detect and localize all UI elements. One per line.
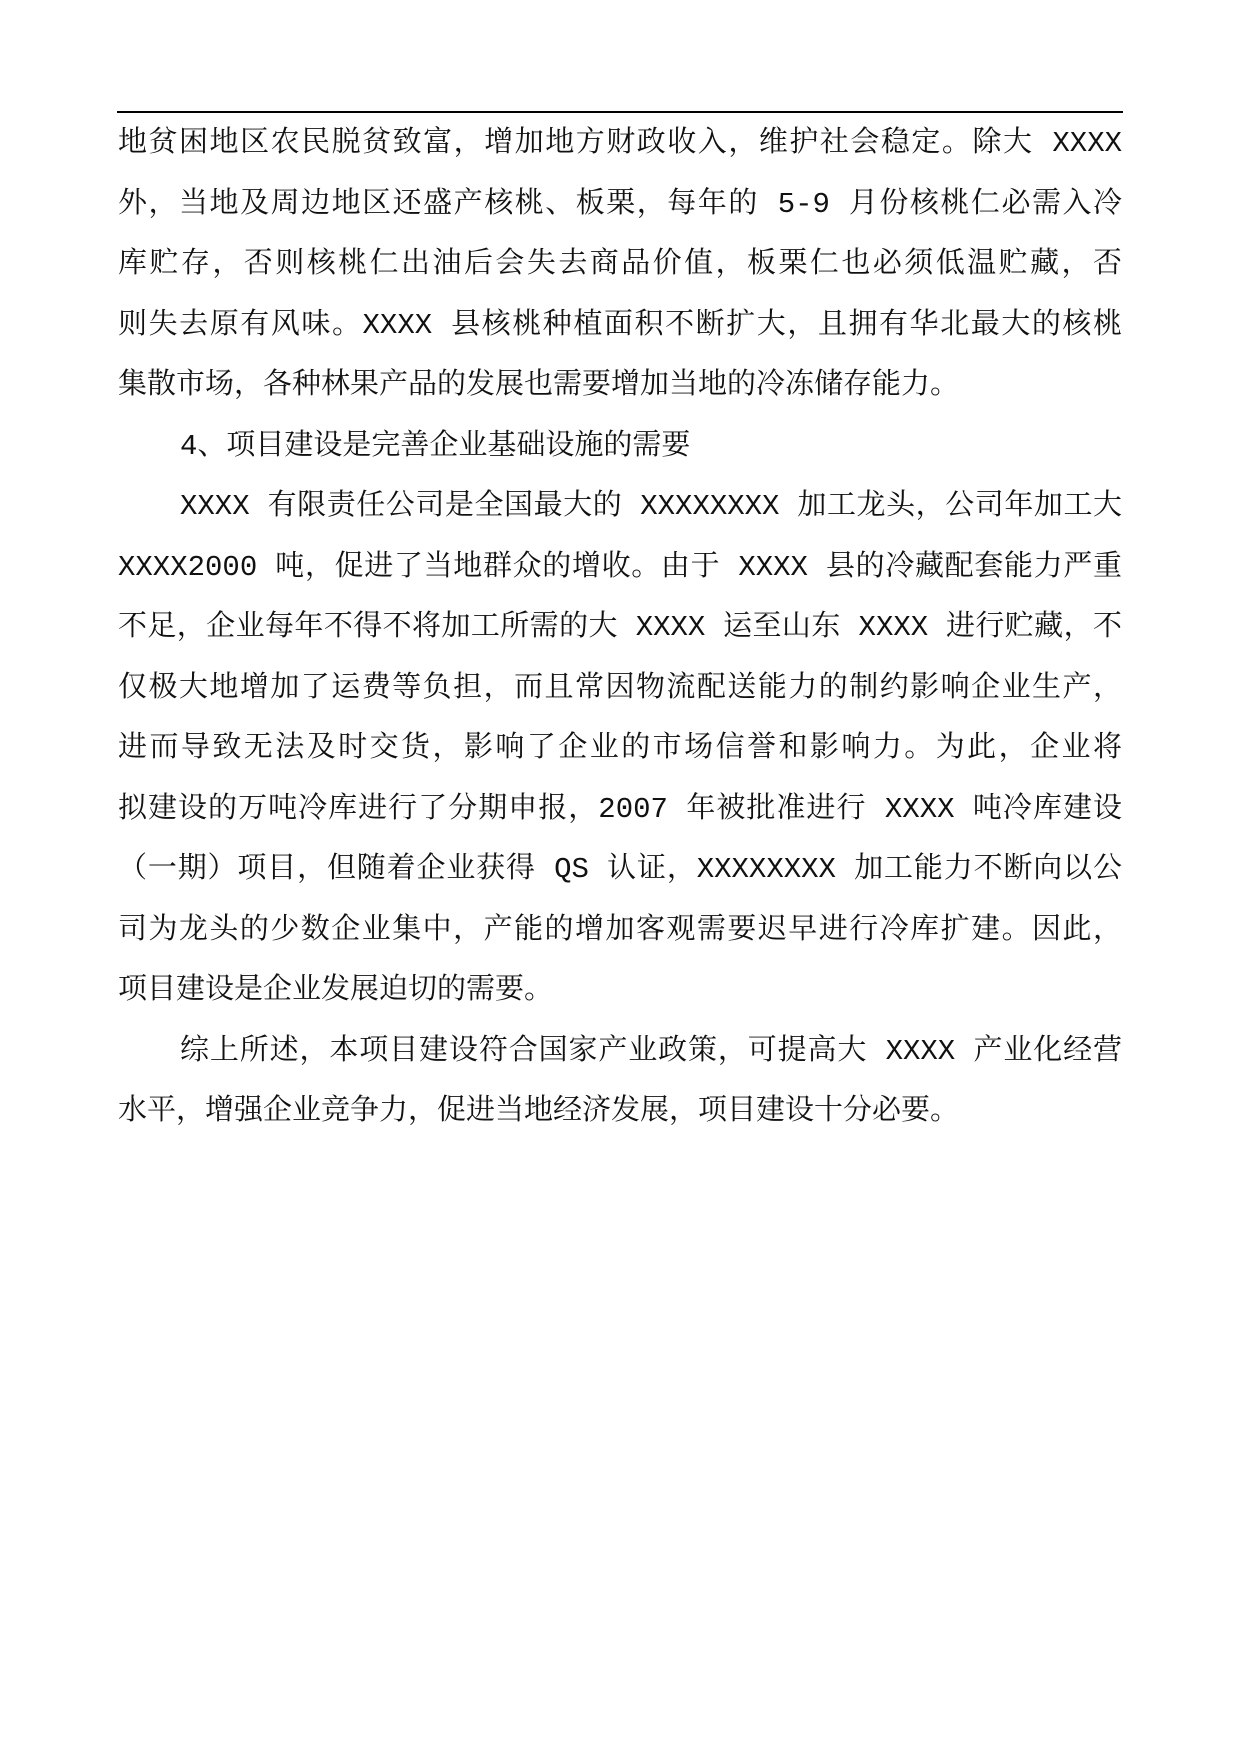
- section-heading: [118, 417, 1122, 478]
- header-rule: [117, 111, 1123, 113]
- paragraph-line: 外，当地及周边地区还盛产核桃、板栗，每年的 5-9 月份核桃仁必需入冷: [118, 187, 1122, 221]
- document-body: [118, 114, 1122, 1143]
- paragraph-company: [118, 477, 1122, 1022]
- paragraph-line: 司为龙头的少数企业集中，产能的增加客观需要迟早进行冷库扩建。因此，: [118, 913, 1122, 947]
- paragraph-line: 地贫困地区农民脱贫致富，增加地方财政收入，维护社会稳定。除大 XXXX: [118, 127, 1122, 160]
- paragraph-line: XXXX2000 吨，促进了当地群众的增收。由于 XXXX 县的冷藏配套能力严重: [118, 550, 1122, 584]
- paragraph-line: 不足，企业每年不得不将加工所需的大 XXXX 运至山东 XXXX 进行贮藏，不: [118, 611, 1122, 644]
- paragraph-line: 拟建设的万吨冷库进行了分期申报，2007 年被批准进行 XXXX 吨冷库建设: [118, 792, 1122, 826]
- section-heading-text: 4、项目建设是完善企业基础设施的需要: [180, 429, 691, 463]
- paragraph-line: 进而导致无法及时交货，影响了企业的市场信誉和影响力。为此，企业将: [118, 732, 1122, 765]
- paragraph-line: 综上所述，本项目建设符合国家产业政策，可提高大 XXXX 产业化经营: [180, 1034, 1122, 1068]
- paragraph-line: 仅极大地增加了运费等负担，而且常因物流配送能力的制约影响企业生产，: [118, 671, 1122, 705]
- paragraph-line: 项目建设是企业发展迫切的需要。: [118, 974, 554, 1007]
- paragraph-line: （一期）项目，但随着企业获得 QS 认证，XXXXXXXX 加工能力不断向以公: [118, 853, 1122, 886]
- paragraph-line: 集散市场，各种林果产品的发展也需要增加当地的冷冻储存能力。: [118, 369, 960, 402]
- paragraph-continued: [118, 114, 1122, 417]
- paragraph-line: 水平，增强企业竞争力，促进当地经济发展，项目建设十分必要。: [118, 1095, 960, 1128]
- paragraph-line: 则失去原有风味。XXXX 县核桃种植面积不断扩大，且拥有华北最大的核桃: [118, 308, 1122, 342]
- paragraph-line: 库贮存，否则核桃仁出油后会失去商品价值，板栗仁也必须低温贮藏，否: [118, 248, 1122, 281]
- paragraph-line: XXXX 有限责任公司是全国最大的 XXXXXXXX 加工龙头，公司年加工大: [180, 490, 1122, 523]
- paragraph-conclusion: [118, 1022, 1122, 1143]
